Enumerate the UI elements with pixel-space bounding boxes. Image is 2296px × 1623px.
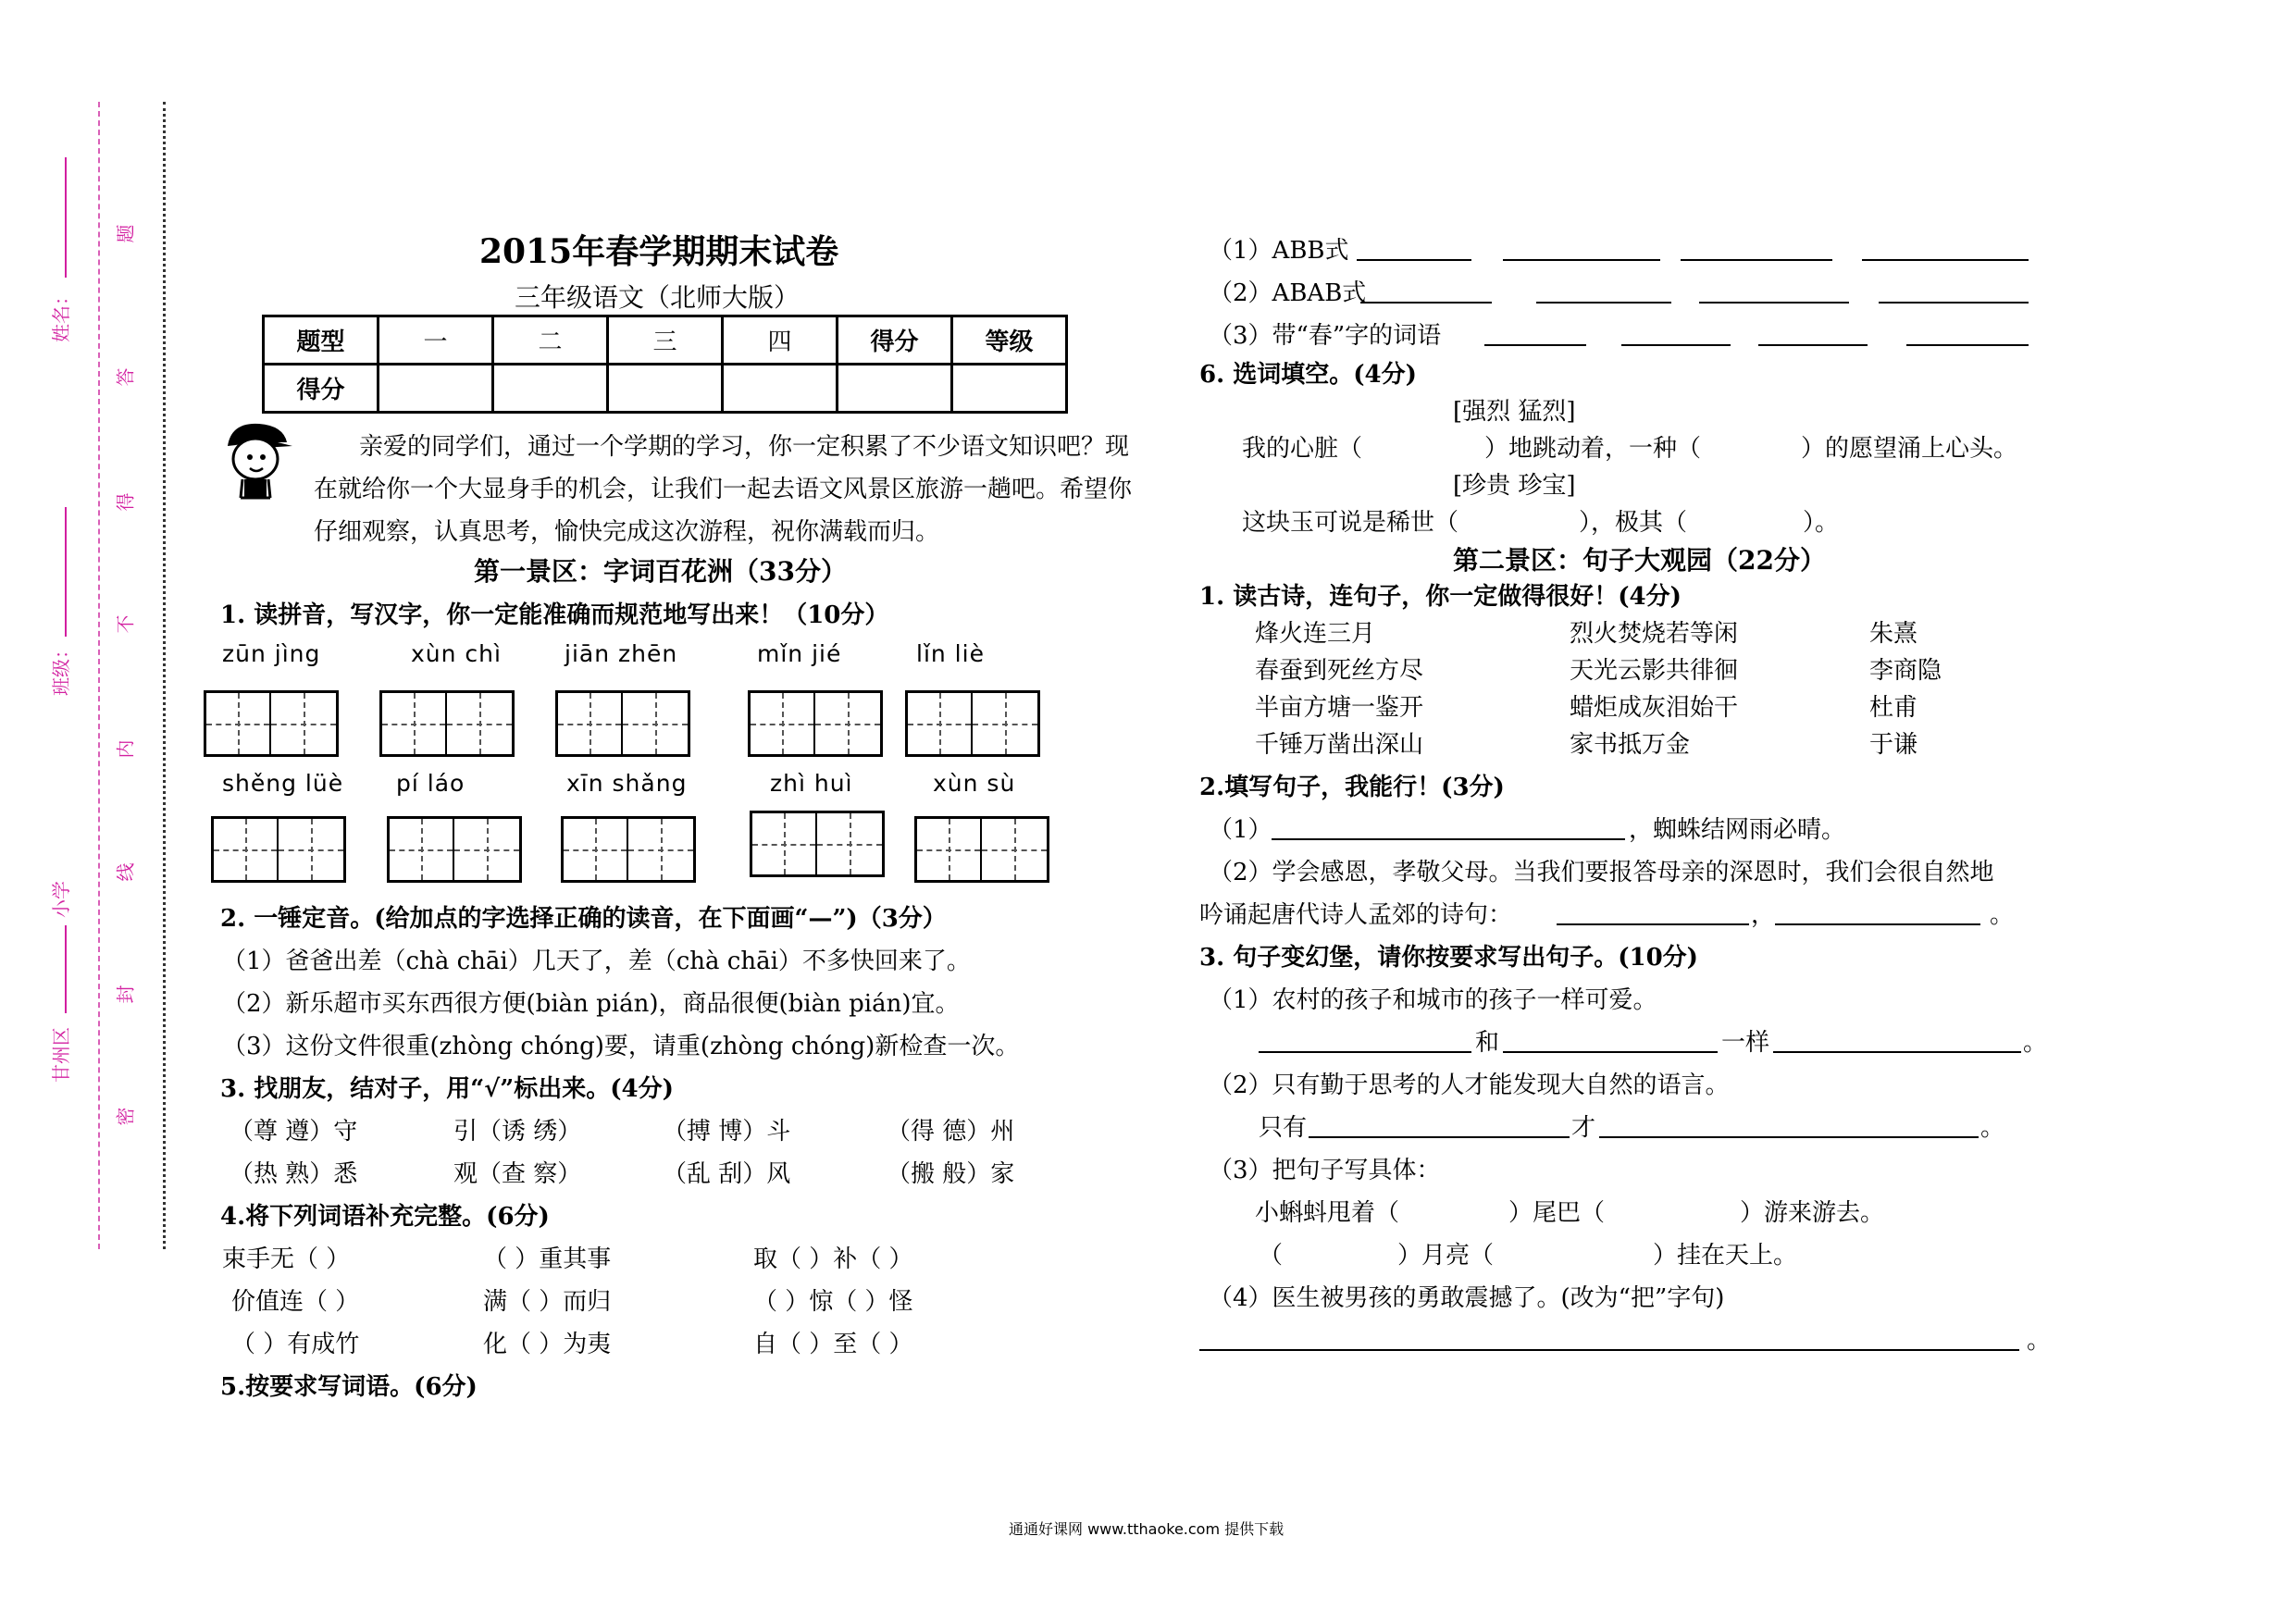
- score-table-cell: 得分: [264, 365, 379, 413]
- score-table-score-row: [264, 365, 1067, 413]
- s2-q2-prefix: （1）: [1209, 816, 1272, 844]
- s2-q3-fill: ）尾巴（: [1508, 1199, 1606, 1227]
- q3-title: 3. 找朋友，结对子，用“√”标出来。(4分): [220, 1075, 674, 1103]
- pinyin-prompt: xīn shǎng: [566, 770, 688, 797]
- answer-blank[interactable]: [1357, 259, 1471, 261]
- seal-char: 得: [114, 492, 137, 512]
- q6-sentence: 这块玉可说是稀世（: [1242, 509, 1459, 537]
- writing-grid[interactable]: [204, 690, 339, 757]
- pinyin-prompt: xùn sù: [933, 770, 1016, 797]
- answer-blank[interactable]: [1879, 302, 2029, 304]
- answer-blank[interactable]: [1699, 302, 1849, 304]
- answer-blank[interactable]: [1360, 302, 1492, 304]
- s2-q3-sentence: （2）只有勤于思考的人才能发现大自然的语言。: [1209, 1072, 1730, 1099]
- seal-char: 密: [114, 1107, 137, 1126]
- poet-name[interactable]: 朱熹: [1869, 620, 1918, 648]
- poem-line[interactable]: 家书抵万金: [1570, 731, 1691, 759]
- answer-blank[interactable]: [1503, 1051, 1718, 1053]
- q3-option[interactable]: （乱 刮）风: [663, 1160, 791, 1188]
- score-input-cell[interactable]: [608, 365, 723, 413]
- q4-title: 4.将下列词语补充完整。(6分): [220, 1203, 550, 1231]
- q4-idiom[interactable]: （ ）惊（ ）怪: [753, 1288, 913, 1316]
- writing-grid[interactable]: [555, 690, 690, 757]
- s2-q3-sentence: （4）医生被男孩的勇敢震撼了。(改为“把”字句): [1209, 1284, 1725, 1312]
- answer-blank[interactable]: [1906, 344, 2029, 346]
- seal-char: 题: [114, 224, 137, 243]
- intro-line: 在就给你一个大显身手的机会，让我们一起去语文风景区旅游一趟吧。希望你: [314, 476, 1133, 503]
- q4-idiom[interactable]: 束手无（ ）: [222, 1245, 351, 1273]
- q3-option[interactable]: 引（诱 绣）: [453, 1118, 582, 1146]
- q6-title: 6. 选词填空。(4分): [1199, 361, 1417, 389]
- q2-item[interactable]: （2）新乐超市买东西很方便(biàn pián)，商品很便(biàn pián)宜。: [222, 990, 960, 1018]
- poet-name[interactable]: 杜甫: [1869, 694, 1918, 722]
- class-label: 班级：: [50, 640, 72, 696]
- pinyin-prompt: jiān zhēn: [565, 640, 678, 667]
- s2-q3-word: 只有: [1259, 1114, 1308, 1142]
- school-label: 小学: [50, 881, 72, 918]
- score-input-cell[interactable]: [493, 365, 608, 413]
- poem-line[interactable]: 烈火焚烧若等闲: [1570, 620, 1739, 648]
- answer-blank[interactable]: [1773, 1051, 2021, 1053]
- writing-grid[interactable]: [750, 811, 885, 877]
- seal-char: 封: [114, 985, 137, 1004]
- writing-grid[interactable]: [905, 690, 1040, 757]
- s2-q2-title: 2.填写句子，我能行！(3分): [1199, 774, 1505, 801]
- q5-abb-label: （1）ABB式: [1209, 237, 1349, 265]
- pinyin-prompt: zūn jìng: [222, 640, 321, 667]
- q3-option[interactable]: 观（查 察）: [453, 1160, 582, 1188]
- district-label: 甘州区: [50, 1027, 72, 1083]
- s2-q2-line: （2）学会感恩，孝敬父母。当我们要报答母亲的深恩时，我们会很自然地: [1209, 859, 1994, 886]
- s2-q2-period: 。: [1990, 901, 2015, 929]
- q5-spring-label: （3）带“春”字的词语: [1209, 322, 1442, 350]
- binding-dashed-line: [98, 102, 100, 1249]
- q6-choice: [珍贵 珍宝]: [1453, 472, 1576, 500]
- q4-idiom[interactable]: 化（ ）为夷: [483, 1331, 612, 1358]
- q6-sentence: ）的愿望涌上心头。: [1801, 435, 2018, 463]
- q2-item[interactable]: （1）爸爸出差（chà chāi）几天了，差（chà chāi）不多快回来了。: [222, 948, 971, 975]
- answer-blank[interactable]: [1775, 923, 1980, 925]
- pinyin-prompt: mǐn jié: [757, 640, 842, 667]
- q6-sentence: ），极其（: [1579, 509, 1688, 537]
- pinyin-prompt: zhì huì: [770, 770, 853, 797]
- answer-blank[interactable]: [1272, 838, 1625, 840]
- s2-q3-period: 。: [2023, 1029, 2048, 1057]
- q3-option[interactable]: （搬 般）家: [887, 1160, 1015, 1188]
- name-label: 姓名：: [50, 287, 72, 342]
- s2-q3-period: 。: [1980, 1114, 2005, 1142]
- answer-blank[interactable]: [1557, 923, 1749, 925]
- answer-blank[interactable]: [1309, 1136, 1570, 1138]
- score-table-cell: 得分: [838, 316, 952, 365]
- answer-blank[interactable]: [1503, 259, 1660, 261]
- student-cartoon-icon: [222, 418, 294, 502]
- poet-name[interactable]: 李商隐: [1869, 657, 1942, 685]
- answer-blank[interactable]: [1681, 259, 1832, 261]
- answer-blank[interactable]: [1484, 344, 1586, 346]
- score-table-cell: 三: [608, 316, 723, 365]
- answer-blank[interactable]: [1259, 1051, 1471, 1053]
- poem-line[interactable]: 千锤万凿出深山: [1255, 731, 1424, 759]
- s2-q3-fill: （: [1259, 1242, 1284, 1270]
- section2-heading: 第二景区：句子大观园（22分）: [1453, 545, 1826, 576]
- pinyin-prompt: pí láo: [396, 770, 465, 797]
- q4-idiom[interactable]: 取（ ）补（ ）: [753, 1245, 913, 1273]
- seal-char: 不: [114, 614, 137, 634]
- q6-sentence: ）地跳动着，一种（: [1484, 435, 1702, 463]
- score-input-cell[interactable]: [723, 365, 838, 413]
- writing-grid[interactable]: [561, 816, 696, 883]
- q3-option[interactable]: （热 熟）悉: [230, 1160, 358, 1188]
- score-table-cell: 题型: [264, 316, 379, 365]
- s2-q3-fill: ）挂在天上。: [1653, 1242, 1798, 1270]
- intro-line: 亲爱的同学们，通过一个学期的学习，你一定积累了不少语文知识吧？现: [359, 433, 1130, 461]
- score-table-cell: 二: [493, 316, 608, 365]
- q4-idiom[interactable]: 满（ ）而归: [483, 1288, 612, 1316]
- writing-grid[interactable]: [379, 690, 515, 757]
- q3-option[interactable]: （得 德）州: [887, 1118, 1015, 1146]
- section1-heading: 第一景区：字词百花洲（33分）: [474, 556, 847, 587]
- q3-option[interactable]: （搏 博）斗: [663, 1118, 791, 1146]
- poem-line[interactable]: 半亩方塘一鉴开: [1255, 694, 1424, 722]
- writing-grid[interactable]: [914, 816, 1049, 883]
- writing-grid[interactable]: [748, 690, 883, 757]
- q3-option[interactable]: （尊 遵）守: [230, 1118, 358, 1146]
- poem-line[interactable]: 烽火连三月: [1255, 620, 1376, 648]
- q2-title: 2. 一锤定音。(给加点的字选择正确的读音，在下面画“—”)（3分）: [220, 905, 947, 933]
- seal-char: 答: [114, 367, 137, 387]
- s2-q3-title: 3. 句子变幻堡，请你按要求写出句子。(10分): [1199, 944, 1698, 972]
- answer-blank[interactable]: [1621, 344, 1731, 346]
- answer-blank[interactable]: [1199, 1349, 2019, 1351]
- pinyin-prompt: shěng lüè: [222, 770, 344, 797]
- poem-line[interactable]: 天光云影共徘徊: [1570, 657, 1739, 685]
- answer-blank[interactable]: [1862, 259, 2029, 261]
- s2-q3-fill: 小蝌蚪甩着（: [1255, 1199, 1400, 1227]
- answer-blank[interactable]: [1536, 302, 1671, 304]
- score-input-cell[interactable]: [952, 365, 1067, 413]
- q2-item[interactable]: （3）这份文件很重(zhòng chóng)要，请重(zhòng chóng)新检查一次。: [222, 1033, 1020, 1060]
- score-table-cell: 一: [379, 316, 493, 365]
- exam-subtitle: 三年级语文（北师大版）: [515, 282, 800, 313]
- s2-q3-word: 才: [1571, 1114, 1596, 1142]
- score-table: [262, 315, 1068, 414]
- pinyin-prompt: xùn chì: [411, 640, 502, 667]
- q1-title: 1. 读拼音，写汉字，你一定能准确而规范地写出来！（10分）: [220, 601, 889, 629]
- q5-abab-label: （2）ABAB式: [1209, 279, 1367, 307]
- poem-line[interactable]: 蜡炬成灰泪始干: [1570, 694, 1739, 722]
- score-table-header-row: [264, 316, 1067, 365]
- score-input-cell[interactable]: [379, 365, 493, 413]
- s2-q3-word: 一样: [1721, 1029, 1770, 1057]
- q5-title: 5.按要求写词语。(6分): [220, 1373, 478, 1401]
- score-input-cell[interactable]: [838, 365, 952, 413]
- cut-dotted-line: [163, 102, 166, 1249]
- pinyin-prompt: lǐn liè: [916, 640, 985, 667]
- q4-idiom[interactable]: 价值连（ ）: [231, 1288, 360, 1316]
- poem-line[interactable]: 春蚕到死丝方尽: [1255, 657, 1424, 685]
- class-blank[interactable]: [65, 507, 67, 637]
- s2-q1-title: 1. 读古诗，连句子，你一定做得很好！(4分): [1199, 583, 1682, 611]
- s2-q3-fill: ）月亮（: [1397, 1242, 1495, 1270]
- writing-grid[interactable]: [387, 816, 522, 883]
- intro-line: 仔细观察，认真思考，愉快完成这次游程，祝你满载而归。: [314, 518, 940, 546]
- score-table-cell: 等级: [952, 316, 1067, 365]
- writing-grid[interactable]: [211, 816, 346, 883]
- q6-sentence: ）。: [1803, 509, 1840, 537]
- s2-q3-sentence: （1）农村的孩子和城市的孩子一样可爱。: [1209, 986, 1657, 1014]
- q6-sentence: 我的心脏（: [1242, 435, 1363, 463]
- s2-q2-line: 吟诵起唐代诗人孟郊的诗句：: [1199, 901, 1513, 929]
- answer-blank[interactable]: [1758, 344, 1868, 346]
- q4-idiom[interactable]: （ ）有成竹: [231, 1331, 360, 1358]
- s2-q3-period: 。: [2027, 1327, 2052, 1355]
- seal-char: 内: [114, 739, 137, 759]
- s2-q3-sentence: （3）把句子写具体：: [1209, 1157, 1441, 1184]
- answer-blank[interactable]: [1599, 1136, 1979, 1138]
- footer-credit: 通通好课网 www.tthaoke.com 提供下载: [1009, 1520, 1285, 1538]
- q4-idiom[interactable]: （ ）重其事: [483, 1245, 612, 1273]
- s2-q3-word: 和: [1475, 1029, 1500, 1057]
- s2-q2-suffix: ，蜘蛛结网雨必晴。: [1629, 816, 1846, 844]
- s2-q2-comma: ，: [1751, 901, 1776, 929]
- exam-title: 2015年春学期期末试卷: [479, 232, 839, 271]
- seal-char: 线: [114, 862, 137, 882]
- q4-idiom[interactable]: 自（ ）至（ ）: [753, 1331, 913, 1358]
- q6-choice: [强烈 猛烈]: [1453, 398, 1576, 426]
- district-blank[interactable]: [65, 925, 67, 1013]
- score-table-cell: 四: [723, 316, 838, 365]
- poet-name[interactable]: 于谦: [1869, 731, 1918, 759]
- s2-q3-fill: ）游来游去。: [1740, 1199, 1885, 1227]
- name-blank[interactable]: [65, 157, 67, 278]
